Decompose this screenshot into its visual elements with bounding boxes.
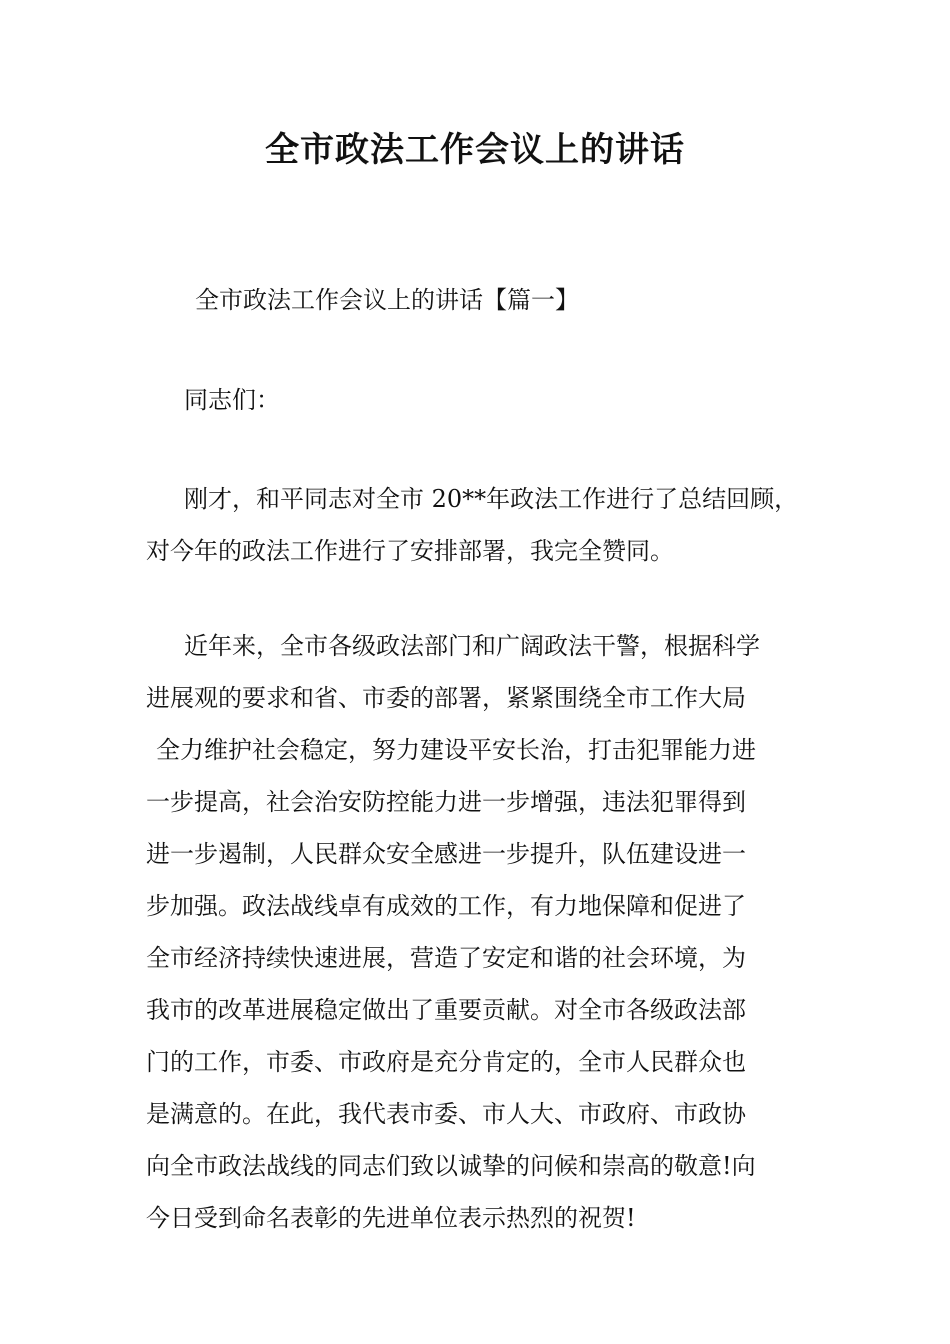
- paragraph-line: 全市经济持续快速进展，营造了安定和谐的社会环境，为: [146, 944, 746, 972]
- section-heading: 全市政法工作会议上的讲话【篇一】: [195, 286, 579, 314]
- paragraph-line: 进一步遏制，人民群众安全感进一步提升，队伍建设进一: [146, 840, 746, 868]
- paragraph-line: 向全市政法战线的同志们致以诚挚的问候和崇高的敬意!向: [146, 1152, 756, 1180]
- paragraph-line: 门的工作，市委、市政府是充分肯定的，全市人民群众也: [146, 1048, 746, 1076]
- paragraph-line: 近年来，全市各级政法部门和广阔政法干警，根据科学: [184, 632, 760, 660]
- paragraph-line: 今日受到命名表彰的先进单位表示热烈的祝贺!: [146, 1204, 636, 1232]
- paragraph-line: 对今年的政法工作进行了安排部署，我完全赞同。: [146, 537, 674, 565]
- greeting-line: 同志们：: [184, 386, 280, 414]
- paragraph-line: 是满意的。在此，我代表市委、市人大、市政府、市政协: [146, 1100, 746, 1128]
- document-title: 全市政法工作会议上的讲话: [265, 130, 685, 170]
- paragraph-line: 我市的改革进展稳定做出了重要贡献。对全市各级政法部: [146, 996, 746, 1024]
- paragraph-2: [146, 620, 846, 1244]
- paragraph-line: 刚才，和平同志对全市 20**年政法工作进行了总结回顾，: [184, 485, 799, 513]
- paragraph-line: 进展观的要求和省、市委的部署，紧紧围绕全市工作大局: [146, 684, 746, 712]
- paragraph-line: 全力维护社会稳定，努力建设平安长治，打击犯罪能力进: [156, 736, 756, 764]
- paragraph-1: [146, 473, 846, 577]
- paragraph-line: 一步提高，社会治安防控能力进一步增强，违法犯罪得到: [146, 788, 746, 816]
- paragraph-line: 步加强。政法战线卓有成效的工作，有力地保障和促进了: [146, 892, 746, 920]
